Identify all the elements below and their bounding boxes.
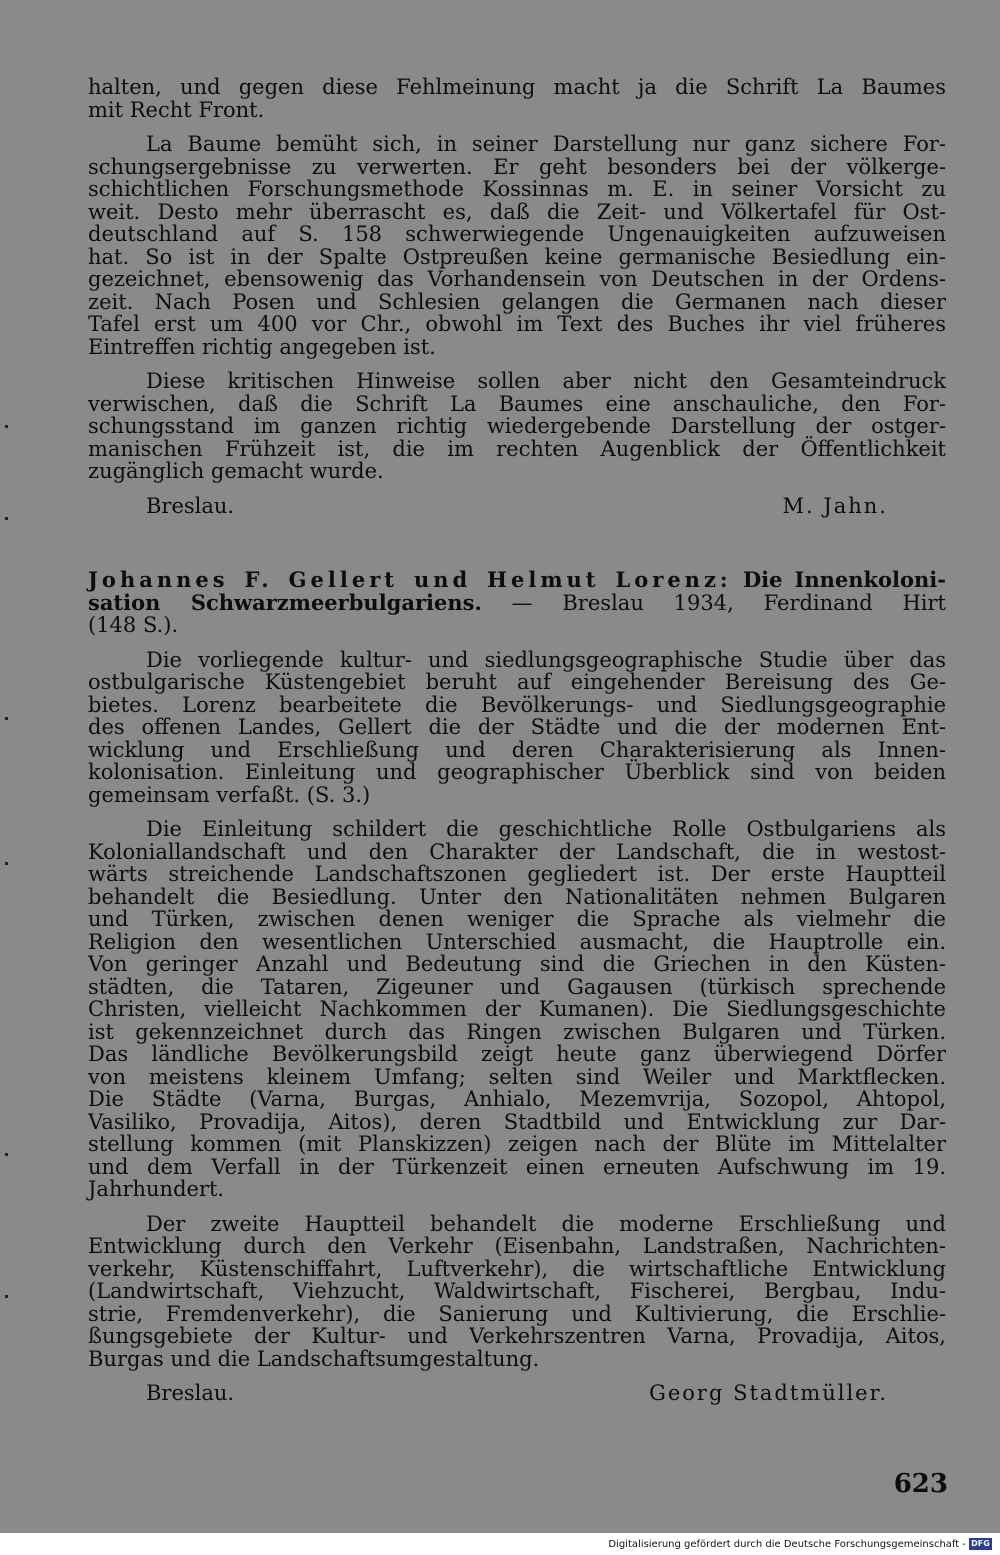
text-line: wärts streichende Landschaftszonen gegliedert ist. Der erste Hauptteil	[88, 862, 946, 886]
margin-mark	[5, 717, 8, 720]
text-line: Von geringer Anzahl und Bedeutung sind die Griechen in den Küsten-	[88, 952, 946, 976]
text-line: Tafel erst um 400 vor Chr., obwohl im Text des Buches ihr viel früheres	[88, 312, 946, 336]
text-line: wicklung und Erschließung und deren Charakterisierung als Innen-	[88, 737, 946, 762]
text-line: städten, die Tataren, Zigeuner und Gagausen (türkisch sprechende	[88, 974, 946, 999]
text-line: kolonisation. Einleitung und geographischer Überblick sind von beiden	[88, 760, 946, 784]
text-line: schichtlichen Forschungsmethode Kossinnas m. E. in seiner Vorsicht zu	[88, 177, 946, 201]
heading-publication: — Breslau 1934, Ferdinand Hirt	[511, 590, 946, 615]
text-line: verwischen, daß die Schrift La Baumes eine anschauliche, den For-	[88, 391, 946, 416]
margin-mark	[5, 1153, 8, 1156]
text-line: Die vorliegende kultur- und siedlungsgeographische Studie über das	[146, 647, 946, 672]
signature-author: M. Jahn.	[782, 493, 888, 518]
text-line: stellung kommen (mit Planskizzen) zeigen nach der Blüte im Mittelalter	[88, 1132, 946, 1156]
review-heading	[88, 569, 946, 637]
text-line: (Landwirtschaft, Viehzucht, Waldwirtschaft, Fischerei, Bergbau, Indu-	[88, 1279, 946, 1303]
text-line: La Baume bemüht sich, in seiner Darstellung nur ganz sichere For-	[146, 132, 946, 156]
margin-mark	[5, 862, 8, 865]
text-line: bietes. Lorenz bearbeitete die Bevölkerungs- und Siedlungsgeographie	[88, 692, 946, 717]
paragraph	[88, 133, 946, 358]
signature-place: Breslau.	[146, 493, 235, 518]
margin-mark	[5, 517, 8, 520]
text-line: Vasiliko, Provadija, Aitos), deren Stadtbild und Entwicklung zur Dar-	[88, 1109, 946, 1134]
heading-title: Die Innenkoloni-	[742, 567, 946, 592]
text-line: Eintreffen richtig angegeben ist.	[88, 334, 436, 359]
paragraph	[88, 370, 946, 483]
dfg-logo: DFG	[969, 1538, 992, 1550]
signature-line	[88, 495, 946, 518]
signature-line	[88, 1382, 946, 1405]
text-line: verkehr, Küstenschiffahrt, Luftverkehr), die wirtschaftliche Entwicklung	[88, 1256, 946, 1281]
text-line: Die Städte (Varna, Burgas, Anhialo, Mezemvrija, Sozopol, Ahtopol,	[88, 1087, 946, 1111]
paragraph	[88, 1213, 946, 1371]
margin-mark	[5, 425, 8, 428]
text-line: Entwicklung durch den Verkehr (Eisenbahn, Landstraßen, Nachrichten-	[88, 1234, 946, 1258]
text-line: Religion den wesentlichen Unterschied ausmacht, die Hauptrolle ein.	[88, 929, 946, 954]
text-line: ßungsgebiete der Kultur- und Verkehrszentren Varna, Provadija, Aitos,	[88, 1324, 946, 1348]
text-line: Koloniallandschaft und den Charakter der Landschaft, die in westost-	[88, 839, 946, 864]
text-line: Burgas und die Landschaftsumgestaltung.	[88, 1346, 540, 1371]
text-line: Christen, vielleicht Nachkommen der Kumanen). Die Siedlungsgeschichte	[88, 997, 946, 1021]
heading-title-cont: sation Schwarzmeerbulgariens.	[88, 589, 482, 615]
paragraph	[88, 818, 946, 1201]
text-line: schungsergebnisse zu verwerten. Er geht besonders bei der völkerge-	[88, 154, 946, 179]
text-line: Der zweite Hauptteil behandelt die moderne Erschließung und	[146, 1211, 946, 1236]
text-line: gezeichnet, ebensowenig das Vorhandensein von Deutschen in der Ordens-	[88, 267, 946, 291]
text-line: mit Recht Front.	[88, 97, 265, 122]
page-number: 623	[893, 1469, 948, 1499]
text-line: und dem Verfall in der Türkenzeit einen erneuten Aufschwung im 19.	[88, 1154, 946, 1179]
text-line: deutschland auf S. 158 schwerwiegende Ungenauigkeiten aufzuweisen	[88, 222, 946, 246]
text-line: und Türken, zwischen denen weniger die Sprache als vielmehr die	[88, 907, 946, 931]
paragraph	[88, 76, 946, 121]
text-line: hat. So ist in der Spalte Ostpreußen keine germanische Besiedlung ein-	[88, 244, 946, 269]
text-line: von meistens kleinem Umfang; selten sind Weiler und Marktflecken.	[88, 1064, 946, 1089]
text-line: des offenen Landes, Gellert die der Städte und die der modernen Ent-	[88, 715, 946, 739]
footer-credit: Digitalisierung gefördert durch die Deutsche Forschungsgemeinschaft -	[608, 1539, 966, 1550]
text-line: strie, Fremdenverkehr), die Sanierung und Kultivierung, die Erschlie-	[88, 1301, 946, 1326]
text-line: Die Einleitung schildert die geschichtliche Rolle Ostbulgariens als	[146, 817, 946, 841]
text-line: ostbulgarische Küstengebiet beruht auf eingehender Bereisung des Ge-	[88, 670, 946, 694]
signature-place: Breslau.	[146, 1381, 235, 1405]
text-line: Das ländliche Bevölkerungsbild zeigt heute ganz überwiegend Dörfer	[88, 1042, 946, 1066]
text-line: weit. Desto mehr überrascht es, daß die Zeit- und Völkertafel für Ost-	[88, 199, 946, 224]
text-line: zeit. Nach Posen und Schlesien gelangen die Germanen nach dieser	[88, 289, 946, 314]
text-line: gemeinsam verfaßt. (S. 3.)	[88, 782, 371, 807]
text-line: schungsstand im ganzen richtig wiedergebende Darstellung der ostger-	[88, 414, 946, 438]
text-line: manischen Frühzeit ist, die im rechten Augenblick der Öffentlichkeit	[88, 436, 946, 461]
text-line: Diese kritischen Hinweise sollen aber nicht den Gesamteindruck	[146, 369, 946, 393]
heading-authors: Johannes F. Gellert und Helmut Lorenz:	[88, 567, 732, 592]
signature-author: Georg Stadtmüller.	[649, 1381, 888, 1405]
paragraph	[88, 649, 946, 807]
heading-pages: (148 S.).	[88, 613, 179, 637]
document-page	[88, 76, 946, 1532]
text-line: behandelt die Besiedlung. Unter den Nationalitäten nehmen Bulgaren	[88, 884, 946, 909]
margin-mark	[5, 1295, 8, 1298]
text-line: ist gekennzeichnet durch das Ringen zwischen Bulgaren und Türken.	[88, 1019, 946, 1044]
text-line: zugänglich gemacht wurde.	[88, 459, 384, 483]
text-line: Jahrhundert.	[88, 1177, 225, 1201]
text-line: halten, und gegen diese Fehlmeinung macht ja die Schrift La Baumes	[88, 75, 946, 99]
